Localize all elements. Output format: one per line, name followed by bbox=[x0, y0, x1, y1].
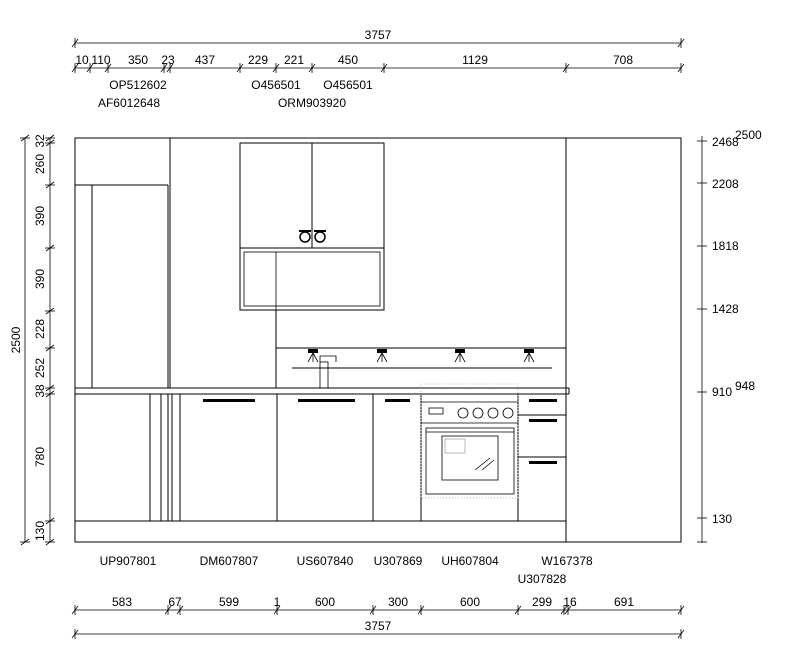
top-code-2: O456501 bbox=[251, 78, 301, 92]
base-cabinets bbox=[150, 394, 566, 521]
level-1818: 1818 bbox=[712, 239, 739, 253]
faucet-icon bbox=[320, 356, 336, 388]
top-seg-1: 110 bbox=[91, 53, 111, 67]
bottom-code-3: U307869 bbox=[373, 554, 423, 568]
top-code-4: ORM903920 bbox=[277, 96, 347, 110]
left-seg-1: 260 bbox=[33, 153, 47, 175]
left-seg-3: 390 bbox=[33, 268, 47, 290]
level-2468: 2468 bbox=[712, 135, 739, 149]
lamp-icon bbox=[308, 349, 318, 362]
left-seg-6: 38 bbox=[33, 384, 47, 398]
level-130: 130 bbox=[712, 512, 733, 526]
wall-outline bbox=[75, 138, 681, 542]
bottom-seg-3: 1 bbox=[273, 595, 281, 609]
right-level-markers bbox=[697, 128, 762, 543]
left-seg-4: 228 bbox=[33, 318, 47, 340]
top-seg-3: 23 bbox=[161, 53, 175, 67]
bottom-code-0: UP907801 bbox=[99, 554, 157, 568]
level-1428: 1428 bbox=[712, 302, 739, 316]
bottom-seg-5: 300 bbox=[387, 595, 409, 609]
top-seg-8: 1129 bbox=[462, 53, 488, 67]
top-code-3: O456501 bbox=[323, 78, 373, 92]
left-seg-0: 32 bbox=[33, 134, 47, 148]
left-seg-8: 130 bbox=[33, 520, 47, 542]
bottom-seg-9: 691 bbox=[613, 595, 635, 609]
bottom-dimension-total bbox=[72, 619, 684, 639]
bottom-seg-0: 583 bbox=[111, 595, 133, 609]
level-948: 948 bbox=[735, 379, 756, 393]
bottom-seg-2: 599 bbox=[218, 595, 240, 609]
lamp-icon bbox=[524, 349, 534, 362]
top-seg-6: 221 bbox=[283, 53, 305, 67]
level-2208: 2208 bbox=[712, 177, 739, 191]
top-dimension-segments bbox=[72, 53, 684, 73]
bottom-code-6: U307828 bbox=[517, 572, 567, 586]
countertop bbox=[75, 388, 569, 394]
left-dimension-segments bbox=[33, 134, 55, 545]
top-seg-9: 708 bbox=[612, 53, 634, 67]
bottom-seg-4: 600 bbox=[314, 595, 336, 609]
bottom-seg-1: 67 bbox=[168, 595, 182, 609]
top-seg-2: 350 bbox=[127, 53, 149, 67]
top-seg-5: 229 bbox=[247, 53, 269, 67]
left-seg-5: 252 bbox=[33, 357, 47, 379]
bottom-total-label: 3757 bbox=[364, 619, 392, 633]
top-code-0: OP512602 bbox=[109, 78, 167, 92]
bottom-code-1: DM607807 bbox=[199, 554, 259, 568]
left-seg-2: 390 bbox=[33, 205, 47, 227]
oven-appliance bbox=[421, 384, 518, 498]
lamp-icon bbox=[455, 349, 465, 362]
top-seg-4: 437 bbox=[194, 53, 216, 67]
bottom-seg-6: 600 bbox=[459, 595, 481, 609]
top-total-label: 3757 bbox=[364, 28, 392, 42]
lamp-icon bbox=[377, 349, 387, 362]
bottom-seg-7: 299 bbox=[531, 595, 553, 609]
left-dimension-total bbox=[9, 135, 30, 545]
bottom-code-2: US607840 bbox=[296, 554, 354, 568]
top-seg-7: 450 bbox=[337, 53, 359, 67]
tall-cabinet bbox=[75, 138, 170, 388]
top-seg-0: 10 bbox=[75, 53, 89, 67]
level-2500: 2500 bbox=[735, 128, 762, 142]
left-total-label: 2500 bbox=[9, 326, 23, 354]
level-910: 910 bbox=[712, 385, 733, 399]
bottom-dimension-segments bbox=[72, 595, 684, 615]
bottom-seg-8: 16 bbox=[563, 595, 577, 609]
wall-cabinet bbox=[240, 143, 384, 310]
light-fixtures bbox=[308, 349, 534, 362]
bottom-code-4: UH607804 bbox=[441, 554, 499, 568]
bottom-code-5: W167378 bbox=[541, 554, 593, 568]
left-seg-7: 780 bbox=[33, 446, 47, 468]
top-dimension-total bbox=[72, 28, 684, 48]
top-code-1: AF6012648 bbox=[97, 96, 161, 110]
